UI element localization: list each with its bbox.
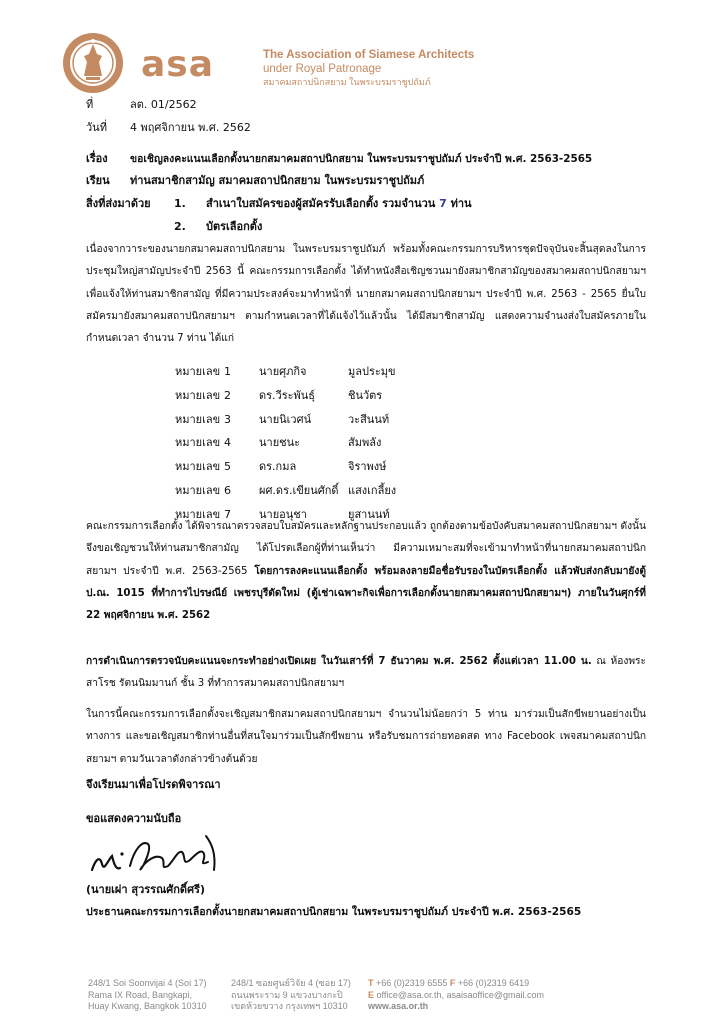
asa-logo	[141, 47, 253, 81]
footer-address-th	[231, 978, 351, 1013]
candidate-number-label: หมายเลข	[175, 388, 221, 402]
candidate-number: 7	[224, 507, 231, 521]
organization-name	[263, 48, 474, 88]
enclosure-1	[206, 197, 472, 211]
enclosure-2: บัตรเลือกตั้ง	[206, 220, 263, 233]
candidate-last-name: จิราพงษ์	[348, 460, 387, 474]
paragraph-2-bold: โดยการลงคะแนนเลือกตั้ง พร้อมลงลายมือชื่อรับรองในบัตรเลือกตั้ง แล้วพับส่งกลับมายังตู้ ป.ณ. 1015 ที่ทำการไปรษณีย์ เพชรบุรีตัดใหม่ (ตู้เช่าเฉพาะกิจเพื่อการเลือกตั้งนายกสมาคมสถาปนิกสยามฯ) ภายในวันศุกร์ที่ 22 พฤศจิกายน พ.ศ. 2562	[86, 565, 646, 622]
footer-address-en	[88, 978, 207, 1013]
candidate-first-name: นายชนะ	[259, 436, 301, 450]
footer-tel: +66 (0)2319 6555	[376, 978, 448, 988]
candidate-last-name: สัมพลัง	[348, 436, 382, 450]
candidate-number-label: หมายเลข	[175, 507, 221, 521]
candidate-last-name: มูลประมุข	[348, 365, 396, 378]
candidate-last-name: ยูสานนท์	[348, 507, 390, 521]
candidate-first-name: ดร.กมล	[259, 460, 297, 474]
footer-tel-label: T	[368, 978, 374, 988]
signatory-title: ประธานคณะกรรมการเลือกตั้งนายกสมาคมสถาปนิกสยาม ในพระบรมราชูปถัมภ์ ประจำปี พ.ศ. 2563-2565	[86, 906, 582, 918]
signatory-name: (นายเผ่า สุวรรณศักดิ์ศรี)	[86, 883, 205, 896]
recipient-value: ท่านสมาชิกสามัญ สมาคมสถาปนิกสยาม ในพระบรมราชูปถัมภ์	[130, 174, 425, 187]
footer-email-label: E	[368, 989, 375, 1000]
enclosure-1-count: 7	[439, 197, 447, 210]
paragraph-2-text: คณะกรรมการเลือกตั้ง ได้พิจารณาตรวจสอบใบสมัครและหลักฐานประกอบแล้ว ถูกต้องตามข้อบังคับสมาคมสถาปนิกสยามฯ ดังนั้น จึงขอเชิญชวนให้ท่านสมาชิกสามัญ ได้โปรดเลือกผู้ที่ท่านเห็นว่า มีความเหมาะสมที่จะเข้ามาทำหน้าที่นายกสมาคมสถาปนิกสยามฯ ประจำปี พ.ศ. 2563-2565	[86, 521, 646, 577]
org-name-en-line2: under Royal Patronage	[263, 63, 382, 75]
candidate-first-name: นายอนุชา	[259, 507, 307, 521]
candidate-number: 3	[224, 412, 231, 426]
subject-label: เรื่อง	[86, 152, 108, 165]
footer-email-line	[368, 990, 544, 1002]
footer-address-en-line2: Rama IX Road, Bangkapi,	[88, 989, 193, 1000]
footer-phone-line	[368, 978, 544, 990]
ref-value: ลต. 01/2562	[130, 98, 197, 111]
footer-fax-label: F	[449, 978, 456, 988]
candidate-number-label: หมายเลข	[175, 365, 221, 378]
footer-website[interactable]: www.asa.or.th	[368, 1001, 429, 1011]
footer-address-th-line1: 248/1 ซอยศูนย์วิจัย 4 (ซอย 17)	[231, 978, 351, 988]
candidate-first-name: นายศุภกิจ	[259, 365, 307, 378]
ref-label: ที่	[86, 98, 94, 111]
candidate-number: 1	[224, 365, 231, 378]
candidate-last-name: วะสีนนท์	[348, 412, 390, 426]
date-label: วันที่	[86, 121, 107, 134]
enclosure-1-text: สำเนาใบสมัครของผู้สมัครรับเลือกตั้ง รวมจำนวน	[206, 197, 440, 210]
date-value: 4 พฤศจิกายน พ.ศ. 2562	[130, 121, 251, 134]
candidate-number: 4	[224, 436, 231, 450]
enclosure-1-suffix: ท่าน	[446, 197, 472, 210]
org-name-th: สมาคมสถาปนิกสยาม ในพระบรมราชูปถัมภ์	[263, 77, 431, 87]
candidate-first-name: ผศ.ดร.เขียนศักดิ์	[259, 484, 339, 497]
enclosure-2-num: 2.	[174, 220, 186, 233]
footer-contact	[368, 978, 544, 1013]
footer-address-th-line2: ถนนพระราม 9 แขวงบางกะปิ	[231, 989, 343, 1000]
body-paragraph-1: เนื่องจากวาระของนายกสมาคมสถาปนิกสยาม ในพระบรมราชูปถัมภ์ พร้อมทั้งคณะกรรมการบริหารชุดปัจจุบันจะสิ้นสุดลงในการประชุมใหญ่สามัญประจำปี 2563 นี้ คณะกรรมการเลือกตั้ง ได้ทำหนังสือเชิญชวนมายังสมาชิกสามัญของสมาคมสถาปนิกสยามฯ เพื่อแจ้งให้ท่านสมาชิกสามัญ ที่มีความประสงค์จะมาทำหน้าที่ นายกสมาคมสถาปนิกสยามฯ ประจำปี พ.ศ. 2563 - 2565 ยื่นใบสมัครมายังสมาคมสถาปนิกสยามฯ ตามกำหนดเวลาที่ได้แจ้งไว้แล้วนั้น ได้มีสมาชิกสามัญ แสดงความจำนงส่งใบสมัครภายในกำหนดเวลา จำนวน 7 ท่าน ได้แก่	[86, 244, 646, 345]
candidate-first-name: นายนิเวศน์	[259, 412, 312, 426]
candidate-number: 5	[224, 460, 231, 474]
closing-line: จึงเรียนมาเพื่อโปรดพิจารณา	[86, 778, 221, 791]
royal-seal-logo	[62, 32, 124, 94]
paragraph-3-bold: การดำเนินการตรวจนับคะแนนจะกระทำอย่างเปิดเผย ในวันเสาร์ที่ 7 ธันวาคม พ.ศ. 2562 ตั้งแต่เวลา 11.00 น.	[86, 656, 592, 667]
body-paragraph-3	[86, 651, 646, 696]
candidate-number-label: หมายเลข	[175, 436, 221, 450]
body-paragraph-2	[86, 516, 646, 627]
org-name-en-line1: The Association of Siamese Architects	[263, 49, 475, 61]
candidate-last-name: แสงเกลี้ยง	[348, 484, 397, 497]
paragraph-3-text: ณ ห้องพระสาโรช รัตนนิมมานก์ ชั้น 3 ที่ทำการสมาคมสถาปนิกสยามฯ	[86, 656, 646, 690]
regards-line: ขอแสดงความนับถือ	[86, 812, 182, 825]
enclosure-1-num: 1.	[174, 197, 186, 210]
candidate-number-label: หมายเลข	[175, 484, 221, 497]
candidate-number-label: หมายเลข	[175, 412, 221, 426]
footer-address-th-line3: เขตห้วยขวาง กรุงเทพฯ 10310	[231, 1001, 348, 1011]
footer-fax: +66 (0)2319 6419	[457, 978, 530, 988]
body-paragraph-4: ในการนี้คณะกรรมการเลือกตั้งจะเชิญสมาชิกสมาคมสถาปนิกสยามฯ จำนวนไม่น้อยกว่า 5 ท่าน มาร่วมเป็นสักขีพยานอย่างเป็นทางการ และขอเชิญสมาชิกท่านอื่นที่สนใจมาร่วมเป็นสักขีพยาน หรือรับชมการถ่ายทอดสด ทาง Facebook เพจสมาคมสถาปนิกสยามฯ ตามวันเวลาดังกล่าวข้างต้นด้วย	[86, 709, 646, 765]
subject-value: ขอเชิญลงคะแนนเลือกตั้งนายกสมาคมสถาปนิกสยาม ในพระบรมราชูปถัมภ์ ประจำปี พ.ศ. 2563-2565	[130, 153, 593, 165]
candidate-number: 6	[224, 484, 231, 497]
candidate-last-name: ชินวัตร	[348, 388, 383, 402]
asa-logo-text: asa	[141, 47, 215, 81]
handwritten-signature	[86, 830, 226, 882]
candidate-number: 2	[224, 388, 231, 402]
footer-email[interactable]: office@asa.or.th, asaisaoffice@gmail.com	[376, 989, 545, 1000]
recipient-label: เรียน	[86, 174, 110, 187]
footer-address-en-line3: Huay Kwang, Bangkok 10310	[88, 1001, 207, 1011]
footer-address-en-line1: 248/1 Soi Soonvijai 4 (Soi 17)	[88, 978, 207, 988]
enclosures-label: สิ่งที่ส่งมาด้วย	[86, 197, 151, 210]
candidate-number-label: หมายเลข	[175, 460, 221, 474]
candidate-first-name: ดร.วีระพันธุ์	[259, 388, 316, 402]
